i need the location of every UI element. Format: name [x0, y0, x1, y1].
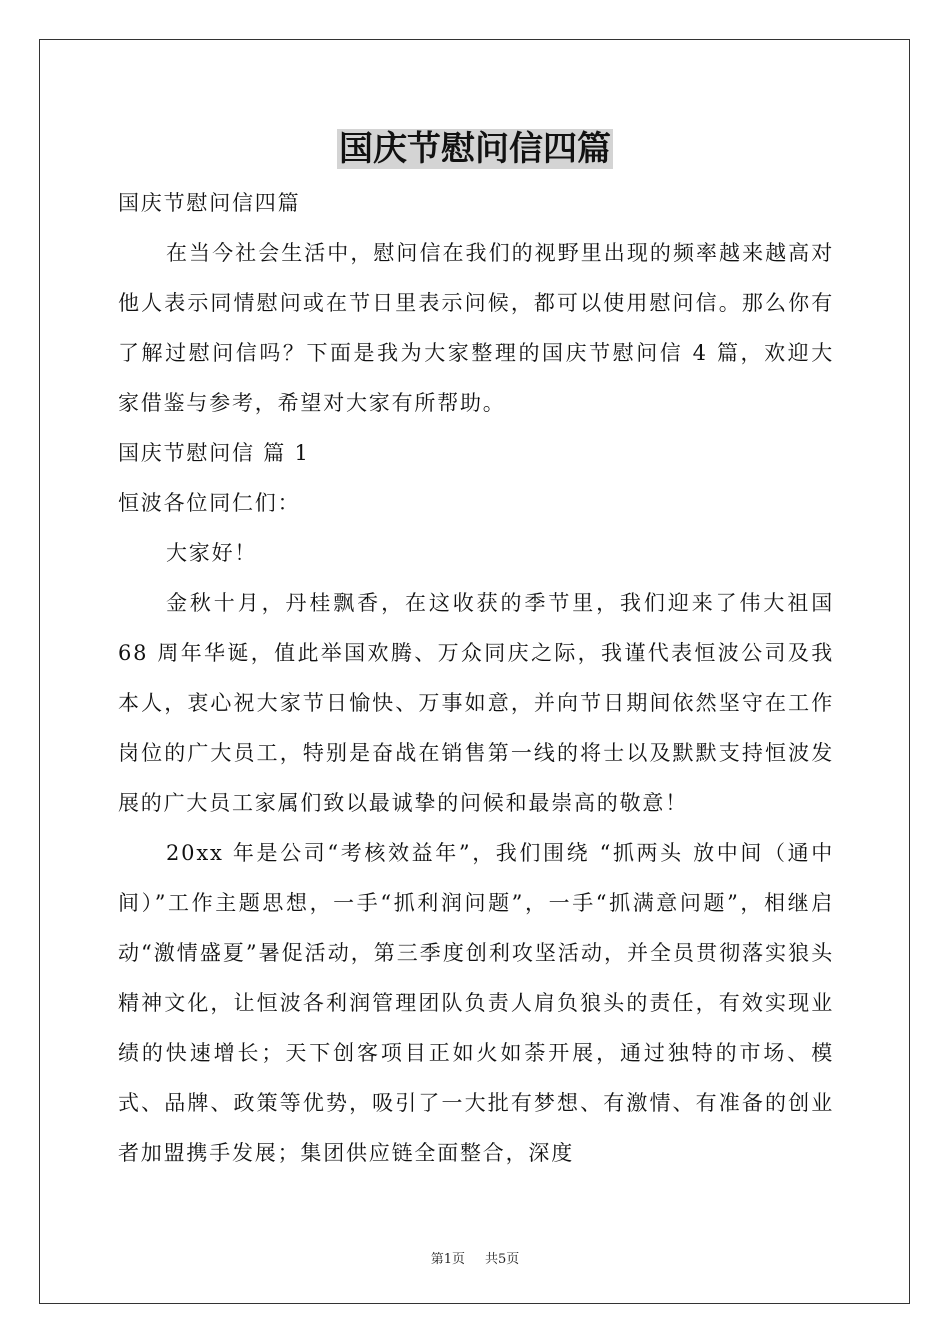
salutation: 恒波各位同仁们： — [118, 491, 301, 515]
paragraph-subtitle: 国庆节慰问信四篇 — [118, 191, 301, 215]
document-body — [118, 178, 834, 1178]
page-footer — [0, 1248, 950, 1267]
page-number: 第1页 — [430, 1252, 465, 1267]
section-heading: 国庆节慰问信 篇 1 — [118, 441, 310, 465]
document-title-text: 国庆节慰问信四篇 — [339, 129, 611, 169]
paragraph-intro: 在当今社会生活中，慰问信在我们的视野里出现的频率越来越高对他人表示同情慰问或在节日里表示问候，都可以使用慰问信。那么你有了解过慰问信吗？下面是我为大家整理的国庆节慰问信 4 篇，欢迎大家借鉴与参考，希望对大家有所帮助。 — [118, 241, 834, 415]
greeting: 大家好！ — [166, 541, 258, 565]
page-total: 共5页 — [485, 1252, 520, 1267]
document-title — [0, 126, 950, 172]
paragraph-body-2: 20xx 年是公司“考核效益年”，我们围绕 “抓两头 放中间（通中间）”工作主题思想，一手“抓利润问题”，一手“抓满意问题”，相继启动“激情盛夏”暑促活动，第三季度创利攻坚活动，并全员贯彻落实狼头精神文化，让恒波各利润管理团队负责人肩负狼头的责任，有效实现业绩的快速增长；天下创客项目正如火如荼开展，通过独特的市场、模式、品牌、政策等优势，吸引了一大批有梦想、有激情、有准备的创业者加盟携手发展；集团供应链全面整合，深度 — [118, 841, 834, 1165]
paragraph-body-1: 金秋十月，丹桂飘香，在这收获的季节里，我们迎来了伟大祖国 68 周年华诞，值此举国欢腾、万众同庆之际，我谨代表恒波公司及我本人，衷心祝大家节日愉快、万事如意，并向节日期间依然坚守在工作岗位的广大员工，特别是奋战在销售第一线的将士以及默默支持恒波发展的广大员工家属们致以最诚挚的问候和最崇高的敬意！ — [118, 591, 834, 815]
